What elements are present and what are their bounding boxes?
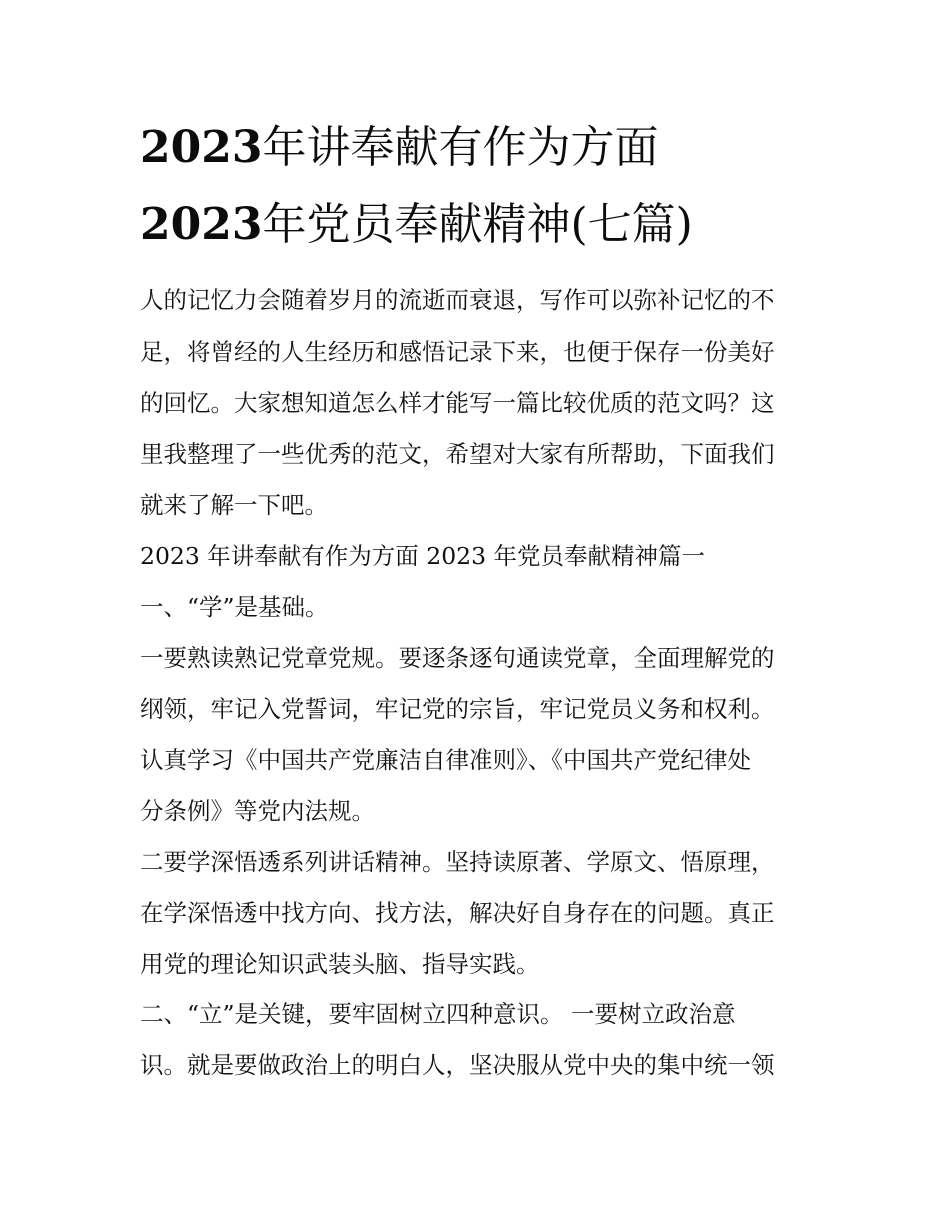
body-line: 用党的理论知识武装头脑、指导实践。 xyxy=(140,950,540,978)
body-line: 分条例》等党内法规。 xyxy=(140,797,375,825)
body-line: 就来了解一下吧。 xyxy=(140,491,328,519)
body-line: 二要学深悟透系列讲话精神。坚持读原著、学原文、悟原理， xyxy=(140,848,775,876)
body-line: 二、“立”是关键，要牢固树立四种意识。 一要树立政治意 xyxy=(140,1000,736,1028)
body-line: 里我整理了一些优秀的范文，希望对大家有所帮助，下面我们 xyxy=(140,440,775,468)
body-line: 在学深悟透中找方向、找方法，解决好自身存在的问题。真正 xyxy=(140,899,775,927)
title-line-1 xyxy=(140,120,840,176)
title-line-1-year: 2023 xyxy=(140,122,263,173)
body-line: 人的记忆力会随着岁月的流逝而衰退，写作可以弥补记忆的不 xyxy=(140,286,775,314)
body-line: 的回忆。大家想知道怎么样才能写一篇比较优质的范文吗？这 xyxy=(140,389,775,417)
title-line-2-text: 年党员奉献精神(七篇) xyxy=(262,199,693,250)
body-line: 识。就是要做政治上的明白人，坚决服从党中央的集中统一领 xyxy=(140,1051,775,1079)
body-line: 纲领，牢记入党誓词，牢记党的宗旨，牢记党员义务和权利。 xyxy=(140,695,775,723)
body-line: 2023 年讲奉献有作为方面 2023 年党员奉献精神篇一 xyxy=(140,542,706,570)
title-line-1-text: 年讲奉献有作为方面 xyxy=(262,122,659,173)
body-line: 一要熟读熟记党章党规。要逐条逐句通读党章，全面理解党的 xyxy=(140,644,775,672)
body-line: 足，将曾经的人生经历和感悟记录下来，也便于保存一份美好 xyxy=(140,338,775,366)
title-line-2-year: 2023 xyxy=(140,199,263,250)
title-line-2 xyxy=(140,197,840,253)
body-line: 认真学习《中国共产党廉洁自律准则》、《中国共产党纪律处 xyxy=(140,746,751,774)
body-line: 一、“学”是基础。 xyxy=(140,593,329,621)
